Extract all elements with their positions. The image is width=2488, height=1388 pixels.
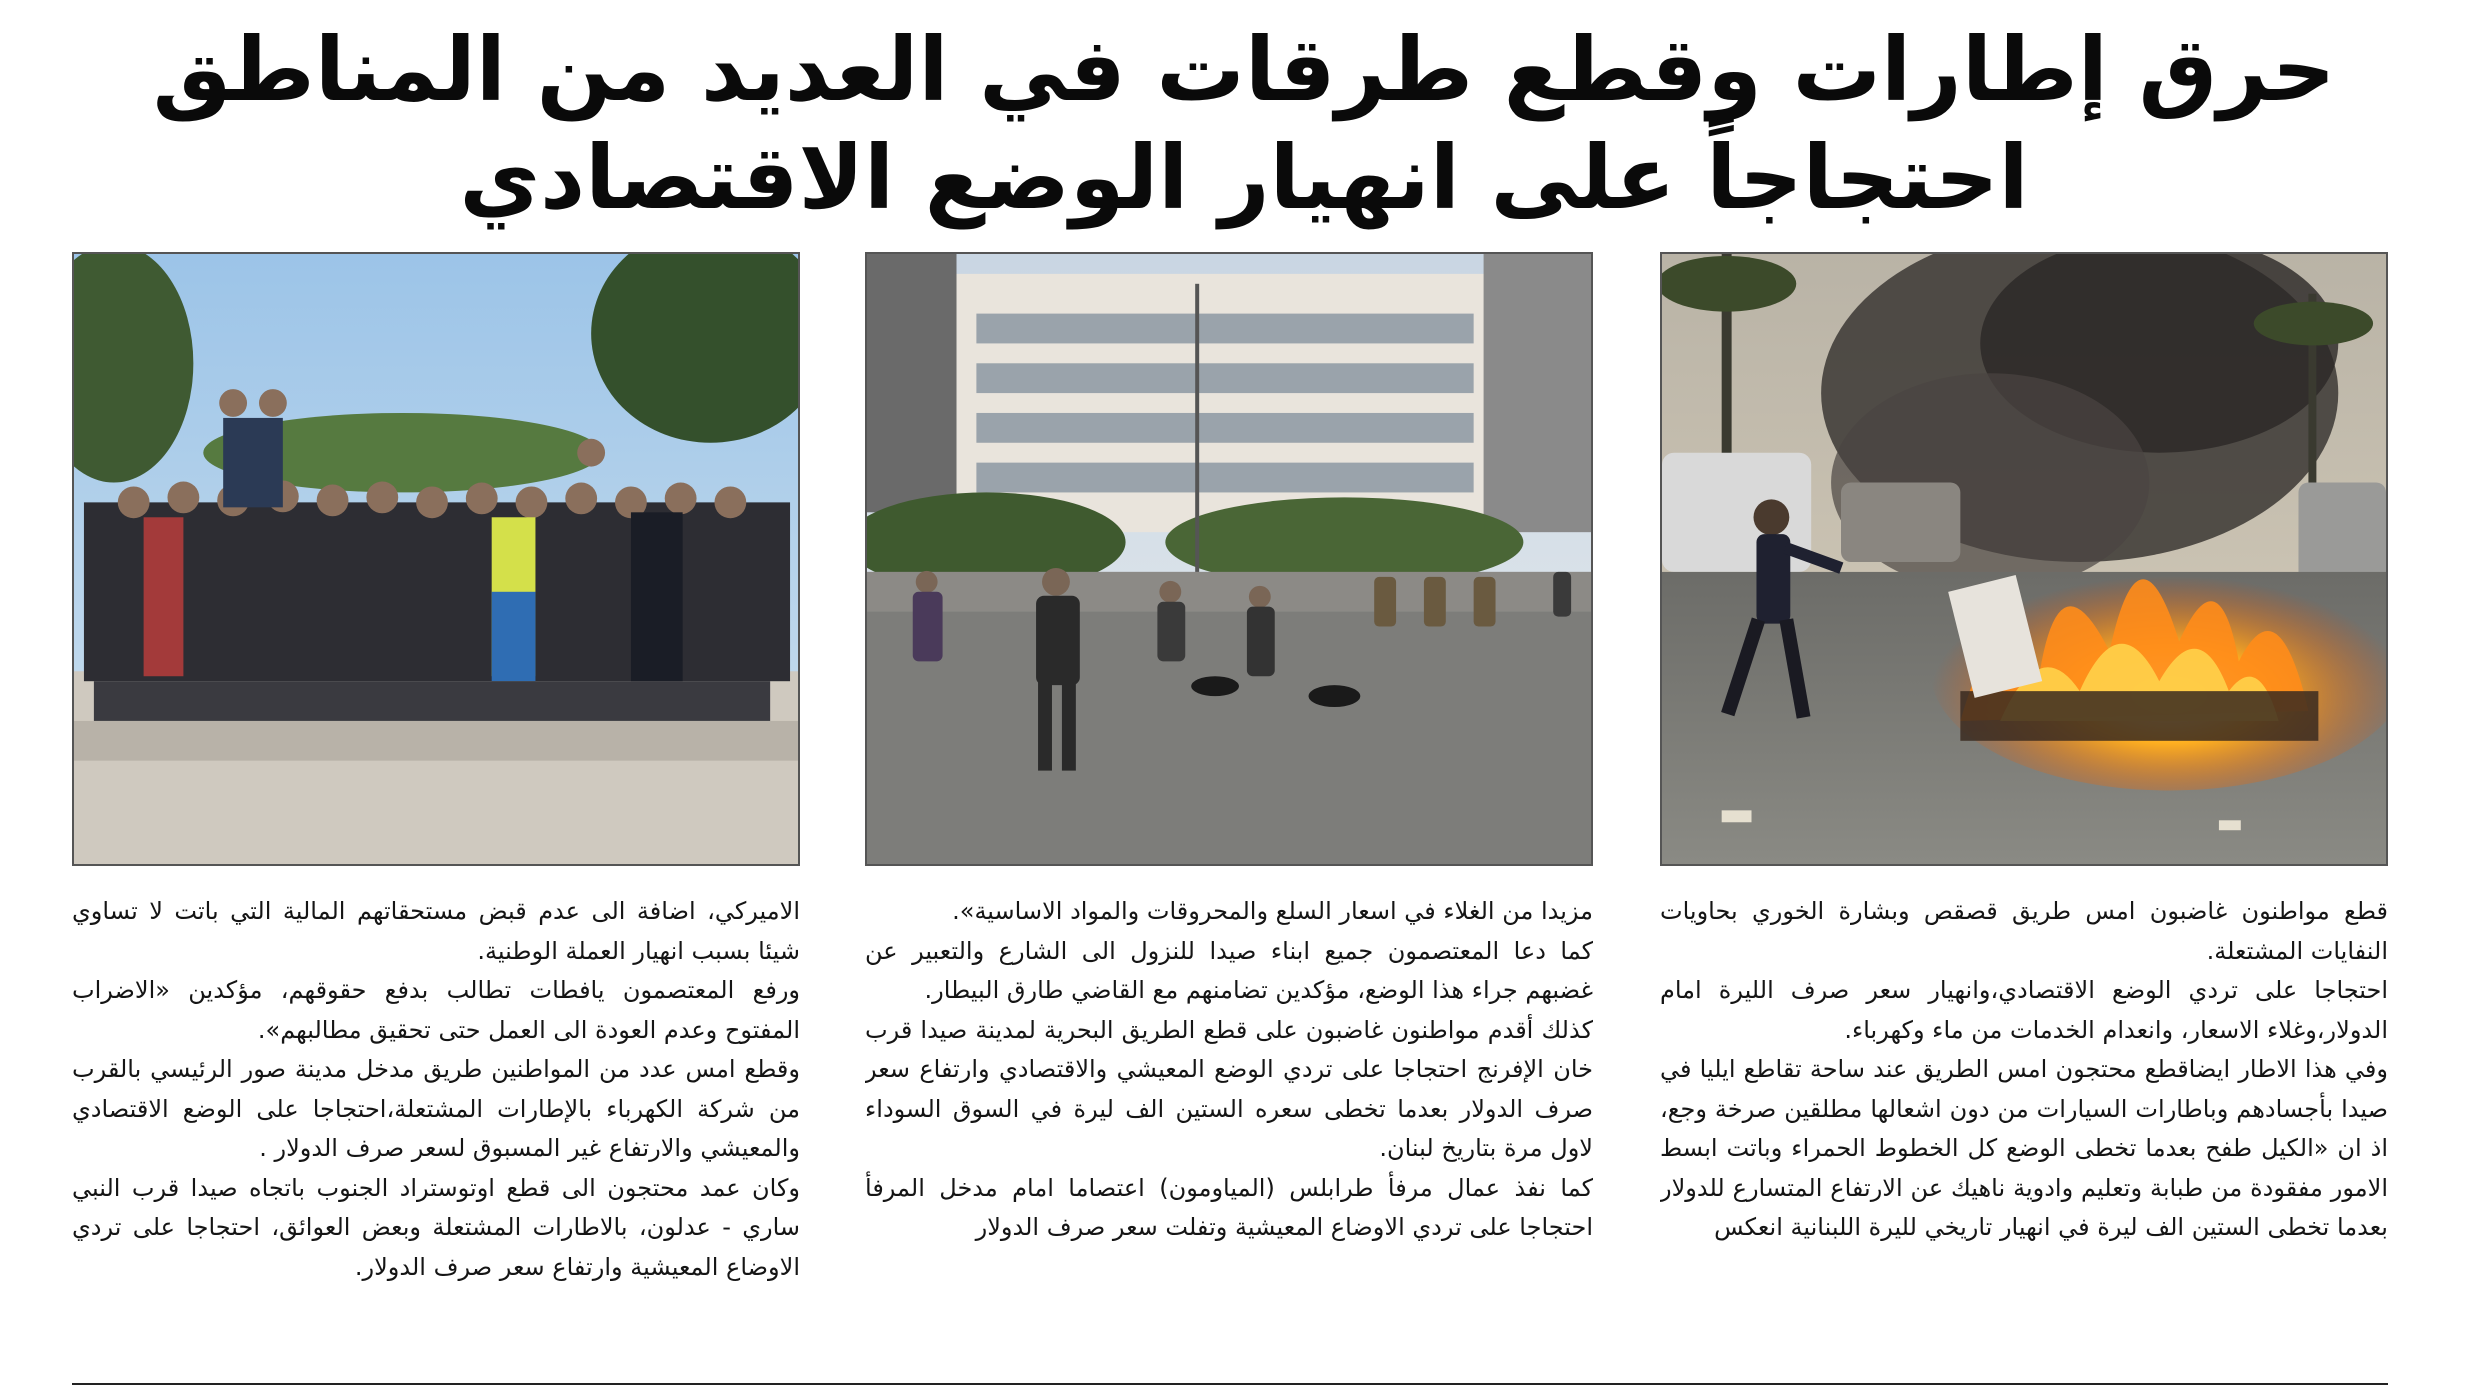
article-column-left bbox=[72, 892, 800, 1372]
article-column-middle bbox=[865, 892, 1593, 1372]
paragraph: وكان عمد محتجون الى قطع اوتوستراد الجنوب باتجاه صيدا قرب النبي ساري - عدلون، بالاطارات المشتعلة وبعض العوائق، احتجاجا على تردي الاوضاع المعيشية وارتفاع سعر صرف الدولار. bbox=[72, 1173, 800, 1281]
paragraph: كما نفذ عمال مرفأ طرابلس (المياومون) اعتصاما امام مدخل المرفأ احتجاجا على تردي الاوضاع المعيشية وتفلت سعر صرف الدولار bbox=[865, 1173, 1593, 1241]
paragraph: احتجاجا على تردي الوضع الاقتصادي،وانهيار سعر صرف الليرة امام الدولار،وغلاء الاسعار، وانعدام الخدمات من ماء وكهرباء. bbox=[1660, 976, 2388, 1044]
paragraph: وقطع امس عدد من المواطنين طريق مدخل مدينة صور الرئيسي بالقرب من شركة الكهرباء بالإطارات المشتعلة،احتجاجا على الوضع الاقتصادي والمعيشي والارتفاع غير المسبوق لسعر صرف الدولار . bbox=[72, 1055, 800, 1162]
photo-burning-debris bbox=[1660, 252, 2388, 866]
paragraph: الاميركي، اضافة الى عدم قبض مستحقاتهم المالية التي باتت لا تساوي شيئا بسبب انهيار العملة الوطنية. bbox=[72, 897, 800, 965]
paragraph: كما دعا المعتصمون جميع ابناء صيدا للنزول الى الشارع والتعبير عن غضبهم جراء هذا الوضع، مؤكدين تضامنهم مع القاضي طارق البيطار. bbox=[865, 936, 1593, 1004]
paragraph: قطع مواطنون غاضبون امس طريق قصقص وبشارة الخوري بحاويات النفايات المشتعلة. bbox=[1660, 897, 2388, 965]
bottom-rule bbox=[72, 1383, 2388, 1385]
photo-workers-group bbox=[72, 252, 800, 866]
article-column-right bbox=[1660, 892, 2388, 1372]
paragraph: وفي هذا الاطار ايضاقطع محتجون امس الطريق عند ساحة تقاطع ايليا في صيدا بأجسادهم وباطارات السيارات من دون اشعالها مطلقين صرخة وجع، اذ ان «الكيل طفح بعدما تخطى الوضع كل الخطوط الحمراء وباتت ابسط الامور مفقودة من طبابة وتعليم وادوية ناهيك عن الارتفاع المتسارع للدولار بعدما تخطى الستين الف ليرة في انهيار تاريخي لليرة اللبنانية انعكس bbox=[1660, 1055, 2388, 1241]
paragraph: ورفع المعتصمون يافطات تطالب بدفع حقوقهم، مؤكدين «الاضراب المفتوح وعدم العودة الى العمل حتى تحقيق مطالبهم». bbox=[72, 976, 800, 1044]
paragraph: كذلك أقدم مواطنون غاضبون على قطع الطريق البحرية لمدينة صيدا قرب خان الإفرنج احتجاجا على تردي الوضع المعيشي والاقتصادي وارتفاع سعر صرف الدولار بعدما تخطى سعره الستين الف ليرة في السوق السوداء لاول مرة بتاريخ لبنان. bbox=[865, 1015, 1593, 1162]
photo-street-protest bbox=[865, 252, 1593, 866]
headline-line-2: احتجاجاً على انهيار الوضع الاقتصادي bbox=[459, 126, 2029, 229]
headline-line-1: حرق إطارات وقطع طرقات في العديد من المناطق bbox=[152, 18, 2336, 121]
paragraph: مزيدا من الغلاء في اسعار السلع والمحروقات والمواد الاساسية». bbox=[952, 897, 1593, 925]
